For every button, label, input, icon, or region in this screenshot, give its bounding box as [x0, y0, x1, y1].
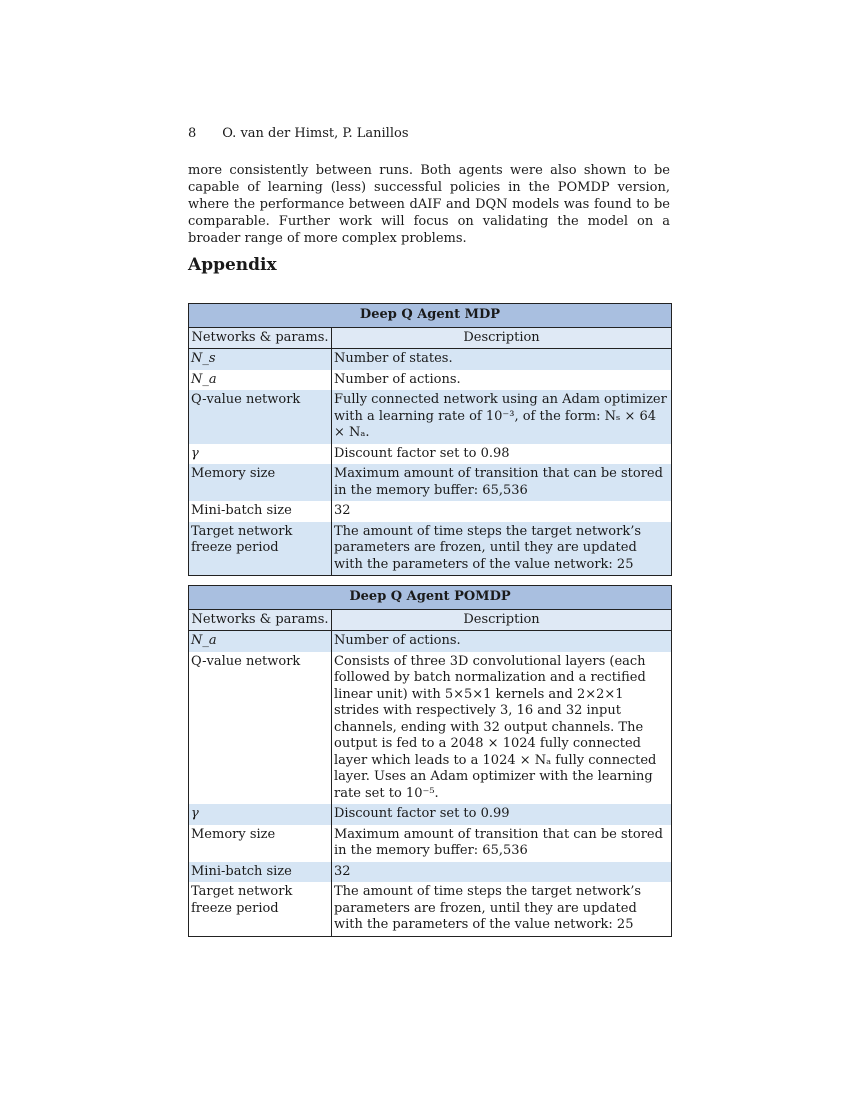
- description-cell: Fully connected network using an Adam optimizer with a learning rate of 10⁻³, of the form: Nₛ × 64 × Nₐ.: [332, 390, 672, 444]
- table-row: [189, 501, 672, 522]
- description-cell: Number of actions.: [332, 370, 672, 391]
- param-cell: Memory size: [189, 825, 332, 862]
- param-cell: Target network freeze period: [189, 882, 332, 936]
- table-row: [189, 631, 672, 652]
- table-title: Deep Q Agent POMDP: [189, 586, 672, 610]
- description-cell: Discount factor set to 0.98: [332, 444, 672, 465]
- param-cell: Q-value network: [189, 390, 332, 444]
- table-pomdp: [188, 585, 672, 937]
- table-row: [189, 825, 672, 862]
- table-row: [189, 862, 672, 883]
- description-cell: Consists of three 3D convolutional layers (each followed by batch normalization and a rectified linear unit) with 5×5×1 kernels and 2×2×1 strides with respectively 3, 16 and 32 input channels, ending with 32 output channels. The output is fed to a 2048 × 1024 fully connected layer which leads to a 1024 × Nₐ fully connected layer. Uses an Adam optimizer with the learning rate set to 10⁻⁵.: [332, 652, 672, 805]
- column-header-description: Description: [332, 327, 672, 349]
- table-row: [189, 804, 672, 825]
- column-header-params: Networks & params.: [189, 327, 332, 349]
- author-line: O. van der Himst, P. Lanillos: [222, 126, 409, 141]
- page-number: 8: [188, 126, 197, 141]
- description-cell: Number of actions.: [332, 631, 672, 652]
- table-row: [189, 370, 672, 391]
- param-cell: N_a: [189, 631, 332, 652]
- running-head: [188, 126, 409, 141]
- table-row: [189, 522, 672, 576]
- table-row: [189, 882, 672, 936]
- description-cell: Discount factor set to 0.99: [332, 804, 672, 825]
- column-header-params: Networks & params.: [189, 609, 332, 631]
- description-cell: Maximum amount of transition that can be stored in the memory buffer: 65,536: [332, 464, 672, 501]
- intro-paragraph: more consistently between runs. Both agents were also shown to be capable of learning (less) successful policies in the POMDP version, where the performance between dAIF and DQN models was found to be comparable. Further work will focus on validating the model on a broader range of more complex problems.: [188, 163, 670, 246]
- param-cell: N_a: [189, 370, 332, 391]
- param-cell: Mini-batch size: [189, 501, 332, 522]
- column-header-description: Description: [332, 609, 672, 631]
- table-mdp: [188, 303, 672, 576]
- param-cell: Memory size: [189, 464, 332, 501]
- param-cell: Target network freeze period: [189, 522, 332, 576]
- section-title: Appendix: [188, 255, 277, 275]
- param-cell: Q-value network: [189, 652, 332, 805]
- description-cell: Number of states.: [332, 349, 672, 370]
- table-row: [189, 390, 672, 444]
- table-row: [189, 444, 672, 465]
- table-row: [189, 652, 672, 805]
- description-cell: The amount of time steps the target network’s parameters are frozen, until they are updated with the parameters of the value network: 25: [332, 522, 672, 576]
- description-cell: Maximum amount of transition that can be stored in the memory buffer: 65,536: [332, 825, 672, 862]
- table-row: [189, 349, 672, 370]
- param-cell: γ: [189, 444, 332, 465]
- description-cell: 32: [332, 862, 672, 883]
- param-cell: Mini-batch size: [189, 862, 332, 883]
- description-cell: 32: [332, 501, 672, 522]
- table-title: Deep Q Agent MDP: [189, 304, 672, 328]
- param-cell: N_s: [189, 349, 332, 370]
- description-cell: The amount of time steps the target network’s parameters are frozen, until they are updated with the parameters of the value network: 25: [332, 882, 672, 936]
- param-cell: γ: [189, 804, 332, 825]
- table-row: [189, 464, 672, 501]
